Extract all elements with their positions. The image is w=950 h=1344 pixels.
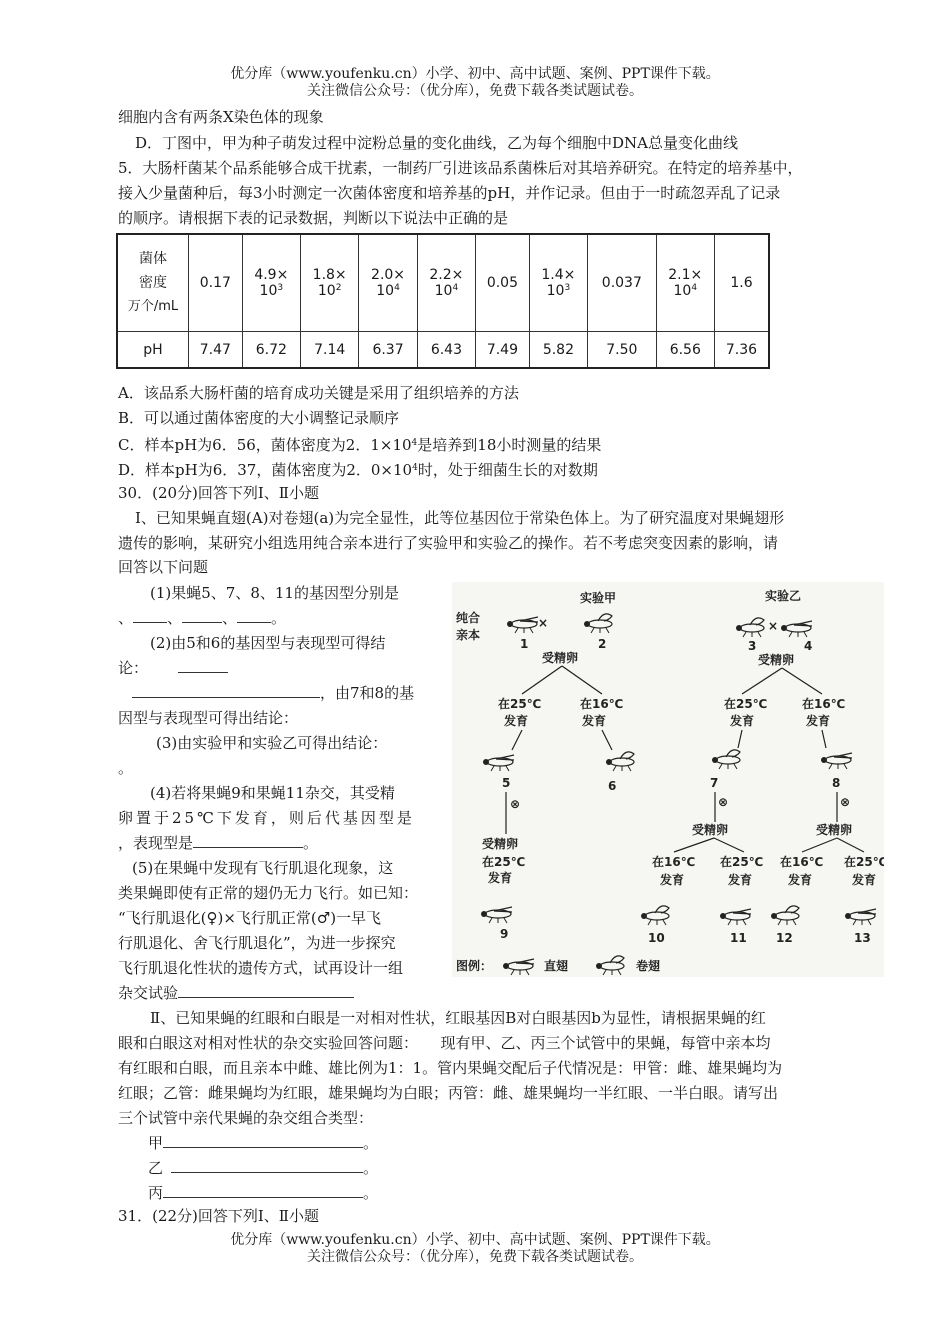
fly-curly-icon — [584, 614, 612, 633]
density-cell: 0.037 — [588, 234, 657, 332]
answer-blank[interactable] — [193, 833, 303, 848]
legend-straight-icon — [503, 959, 534, 975]
temp-label: 在25℃ — [482, 855, 526, 869]
temp-label: 在25℃ — [498, 697, 542, 711]
fly-label-3: 3 — [748, 639, 757, 653]
q30-part2-line4: 红眼；乙管：雌果蝇均为红眼，雄果蝇均为白眼；丙管：雌、雄果蝇均一半红眼、一半白眼。请写出 — [118, 1084, 779, 1102]
answer-blank[interactable] — [178, 658, 228, 673]
q30-s1-blanks: 、 、 、 。 — [118, 609, 287, 627]
q5-stem-2: 接入少量菌种后，每3小时测定一次菌体密度和培养基的pH，并作记录。但由于一时疏忽弄乱了记录 — [118, 184, 781, 202]
density-header-3: 万个/mL — [127, 299, 179, 314]
develop-label: 发育 — [852, 873, 877, 887]
q30-part1-line2: 遗传的影响，某研究小组选用纯合亲本进行了实验甲和实验乙的操作。若不考虑突变因素的影响，请 — [118, 534, 779, 552]
q30-s5-line4: 行肌退化、舍飞行肌退化”，为进一步探究 — [118, 934, 396, 952]
develop-label: 发育 — [806, 714, 831, 728]
exp-b-label: 实验乙 — [765, 589, 802, 603]
density-header — [117, 234, 189, 332]
answer-blank[interactable] — [133, 608, 167, 623]
q30-s5-line3: “飞行肌退化(♀)×飞行肌正常(♂)一早飞 — [118, 909, 382, 927]
q5-option-a: A．该品系大肠杆菌的培育成功关键是采用了组织培养的方法 — [118, 384, 519, 402]
q5-data-table — [116, 233, 770, 369]
fly-straight-icon — [781, 621, 812, 637]
develop-label: 发育 — [728, 873, 753, 887]
fruit-fly-experiment-diagram — [452, 582, 884, 977]
develop-label: 发育 — [582, 714, 607, 728]
footer-line-1: 优分库（www.youfenku.cn）小学、初中、高中试题、案例、PPT课件下载。 — [230, 1232, 720, 1248]
temp-label: 在16℃ — [652, 855, 696, 869]
legend-curly-label: 卷翅 — [636, 959, 661, 973]
ph-cell: 7.50 — [588, 332, 657, 369]
fly-label-5: 5 — [502, 776, 511, 790]
develop-label: 发育 — [504, 714, 529, 728]
fertilized-egg-label: 受精卵 — [482, 837, 519, 851]
ph-cell: 5.82 — [529, 332, 587, 369]
ph-cell: 7.36 — [714, 332, 769, 369]
cross-sign: × — [538, 616, 549, 630]
fertilized-egg-label: 受精卵 — [692, 823, 729, 837]
q30-s2-line1: (2)由5和6的基因型与表现型可得结 — [150, 634, 386, 652]
q4-continuation: 细胞内含有两条X染色体的现象 — [118, 108, 324, 126]
fly-label-12: 12 — [776, 931, 793, 945]
fly-label-2: 2 — [598, 637, 607, 651]
fly-curly-icon — [606, 752, 634, 771]
q30-s2-line2: 论： — [118, 658, 228, 678]
q30-s3-line2: 。 — [118, 759, 134, 777]
q5-option-d: D．样本pH为6．37，菌体密度为2．$0\times 10^4$时，处于细菌生长的对数期 — [118, 461, 598, 479]
q30-s4-line2: 卵置于25℃下发育，则后代基因型是 — [118, 809, 415, 827]
answer-blank[interactable] — [237, 608, 271, 623]
fly-label-13: 13 — [854, 931, 871, 945]
q30-s5-line1: (5)在果蝇中发现有飞行肌退化现象，这 — [132, 859, 394, 877]
answer-blank[interactable] — [163, 1183, 363, 1198]
q30-s2-line3: ，由7和8的基 — [118, 683, 414, 703]
density-cell: 4.9× $10^3$ — [242, 234, 300, 332]
density-cell: 1.8× $10^2$ — [301, 234, 359, 332]
density-cell: 1.6 — [714, 234, 769, 332]
develop-label: 发育 — [788, 873, 813, 887]
fly-label-10: 10 — [648, 931, 665, 945]
fly-straight-icon — [845, 909, 876, 925]
fly-curly-icon — [736, 618, 764, 637]
density-cell: 2.0× $10^4$ — [359, 234, 417, 332]
temp-label: 在25℃ — [724, 697, 768, 711]
density-cell: 2.2× $10^4$ — [417, 234, 475, 332]
header-line-2: 关注微信公众号：（优分库），免费下载各类试题试卷。 — [307, 83, 643, 99]
q30-part1-line1: Ⅰ、已知果蝇直翅(A)对卷翅(a)为完全显性，此等位基因位于常染色体上。为了研究温度对果蝇翅形 — [135, 509, 785, 527]
fly-curly-icon — [641, 906, 669, 925]
ph-cell: 7.14 — [301, 332, 359, 369]
q5-option-b: B．可以通过菌体密度的大小调整记录顺序 — [118, 409, 400, 427]
exp-a-label: 实验甲 — [580, 591, 617, 605]
fertilized-egg-label: 受精卵 — [758, 653, 795, 667]
fly-straight-icon — [481, 907, 512, 923]
page-footer — [0, 1232, 950, 1266]
answer-line-c: 丙 。 — [148, 1184, 379, 1202]
fertilized-egg-label: 受精卵 — [816, 823, 853, 837]
fly-label-6: 6 — [608, 779, 617, 793]
ph-cell: 6.56 — [656, 332, 714, 369]
answer-blank[interactable] — [132, 683, 320, 698]
q30-title: 30．(20分)回答下列Ⅰ、Ⅱ小题 — [118, 484, 319, 502]
self-cross-sign: ⊗ — [718, 795, 729, 809]
density-header-1: 菌体 — [139, 251, 167, 267]
ph-cell: 7.49 — [476, 332, 530, 369]
q31-title: 31．(22分)回答下列Ⅰ、Ⅱ小题 — [118, 1207, 319, 1225]
fly-label-4: 4 — [804, 639, 813, 653]
q30-s5-line6: 杂交试验 — [118, 983, 354, 1003]
density-row — [117, 234, 769, 332]
develop-label: 发育 — [660, 873, 685, 887]
temp-label: 在25℃ — [720, 855, 764, 869]
develop-label: 发育 — [730, 714, 755, 728]
q30-part2-line1: Ⅱ、已知果蝇的红眼和白眼是一对相对性状，红眼基因B对白眼基因b为显性，请根据果蝇的红 — [150, 1009, 766, 1027]
answer-line-a: 甲 。 — [148, 1134, 379, 1152]
pure-label-1: 纯合 — [456, 611, 481, 625]
q5-option-c: C．样本pH为6．56，菌体密度为2．$1\times 10^4$是培养到18小时测量的结果 — [118, 436, 602, 454]
answer-blank[interactable] — [178, 983, 354, 998]
pure-label-2: 亲本 — [456, 628, 481, 642]
legend-straight-label: 直翅 — [544, 959, 569, 973]
density-header-2: 密度 — [139, 275, 167, 291]
develop-label: 发育 — [488, 871, 513, 885]
ph-header: pH — [117, 332, 189, 369]
density-cell: 0.05 — [476, 234, 530, 332]
ph-cell: 7.47 — [189, 332, 243, 369]
ph-row — [117, 332, 769, 369]
density-cell: 0.17 — [189, 234, 243, 332]
ph-cell: 6.37 — [359, 332, 417, 369]
temp-label: 在25℃ — [844, 855, 884, 869]
page-header — [0, 66, 950, 100]
density-cell: 1.4× $10^3$ — [529, 234, 587, 332]
header-line-1: 优分库（www.youfenku.cn）小学、初中、高中试题、案例、PPT课件下载。 — [230, 66, 720, 82]
temp-label: 在16℃ — [780, 855, 824, 869]
legend-curly-icon — [596, 956, 624, 975]
cross-sign: × — [768, 619, 779, 633]
q30-s5-line5: 飞行肌退化性状的遗传方式，试再设计一组 — [118, 959, 404, 977]
ph-cell: 6.43 — [417, 332, 475, 369]
q30-s4-line1: (4)若将果蝇9和果蝇11杂交，其受精 — [150, 784, 395, 802]
q5-stem-1: 5．大肠杆菌某个品系能够合成干扰素，一制药厂引进该品系菌株后对其培养研究。在特定的培养基中， — [118, 159, 803, 177]
fly-straight-icon — [720, 909, 751, 925]
q4-option-d: D．丁图中，甲为种子萌发过程中淀粉总量的变化曲线，乙为每个细胞中DNA总量变化曲线 — [135, 134, 739, 152]
q5-stem-3: 的顺序。请根据下表的记录数据，判断以下说法中正确的是 — [118, 209, 509, 227]
self-cross-sign: ⊗ — [510, 797, 521, 811]
answer-blank[interactable] — [163, 1133, 363, 1148]
q30-s3-line1: (3)由实验甲和实验乙可得出结论： — [156, 734, 388, 752]
answer-blank[interactable] — [171, 1158, 363, 1173]
answer-line-b: 乙 。 — [148, 1159, 379, 1177]
q30-part2-line5: 三个试管中亲代果蝇的杂交组合类型： — [118, 1109, 374, 1127]
fly-straight-icon — [483, 755, 514, 771]
temp-label: 在16℃ — [802, 697, 846, 711]
q30-s4-line3: ，表现型是 。 — [118, 834, 319, 852]
fly-label-1: 1 — [520, 637, 529, 651]
q30-part2-line2: 眼和白眼这对相对性状的杂交实验回答问题： 现有甲、乙、丙三个试管中的果蝇，每管中亲本均 — [118, 1034, 771, 1052]
fly-label-7: 7 — [710, 776, 719, 790]
fly-curly-icon — [771, 906, 799, 925]
q30-s2-line4: 因型与表现型可得出结论： — [118, 709, 299, 727]
footer-line-2: 关注微信公众号：（优分库），免费下载各类试题试卷。 — [307, 1249, 643, 1265]
ph-cell: 6.72 — [242, 332, 300, 369]
q30-part2-line3: 有红眼和白眼，而且亲本中雌、雄比例为1：1。管内果蝇交配后子代情况是：甲管：雌、雄果蝇均为 — [118, 1059, 783, 1077]
density-cell: 2.1× $10^4$ — [656, 234, 714, 332]
self-cross-sign: ⊗ — [840, 795, 851, 809]
q30-s5-line2: 类果蝇即使有正常的翅仍无力飞行。如已知： — [118, 884, 419, 902]
fly-label-11: 11 — [730, 931, 747, 945]
temp-label: 在16℃ — [580, 697, 624, 711]
q30-part1-line3: 回答以下问题 — [118, 558, 209, 576]
legend-label: 图例： — [456, 959, 493, 973]
fly-straight-icon — [821, 753, 852, 769]
fly-label-9: 9 — [500, 927, 509, 941]
fly-straight-icon — [507, 617, 538, 633]
diagram-svg — [452, 582, 884, 977]
fertilized-egg-label: 受精卵 — [542, 651, 579, 665]
fly-label-8: 8 — [832, 776, 841, 790]
fly-curly-icon — [712, 750, 740, 769]
answer-blank[interactable] — [182, 608, 222, 623]
q30-s1-line1: (1)果蝇5、7、8、11的基因型分别是 — [150, 584, 399, 602]
